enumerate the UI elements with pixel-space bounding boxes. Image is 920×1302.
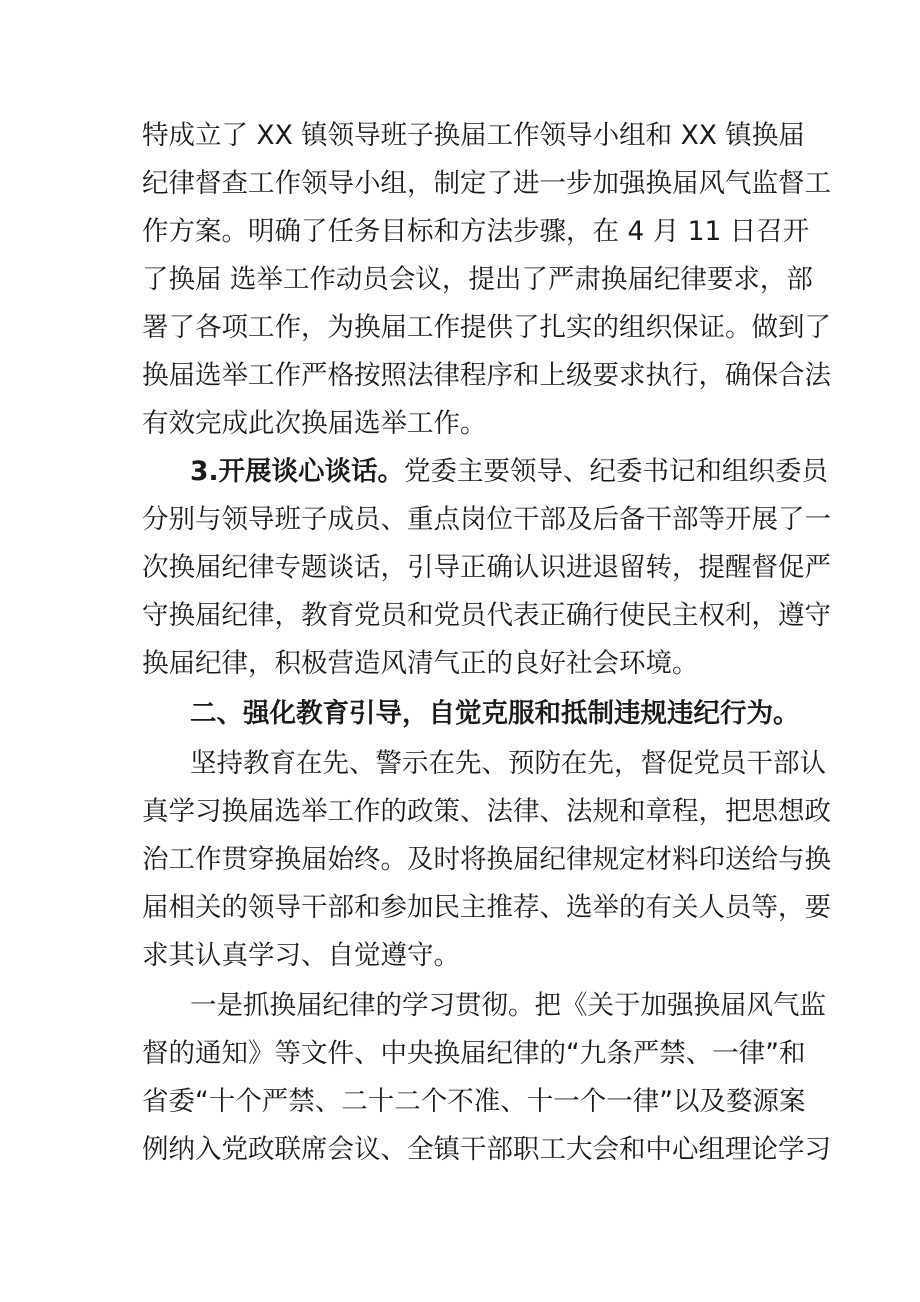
paragraph-first-line [190, 448, 829, 496]
section-heading: 二、强化教育引导，自觉克服和抵制违规违纪行为。 [190, 698, 800, 729]
text-line: 换届纪律，积极营造风清气正的良好社会环境。 [142, 648, 699, 679]
text-line: 特成立了 XX 镇领导班子换届工作领导小组和 XX 镇换届 [142, 120, 805, 151]
text-line: 换届选举工作严格按照法律程序和上级要求执行，确保合法 [142, 360, 831, 391]
text-line: 省委“十个严禁、二十二个不准、十一个一律”以及婺源案 [142, 1086, 806, 1117]
text-line: 真学习换届选举工作的政策、法律、法规和章程，把思想政 [142, 796, 831, 827]
text-line: 作方案。明确了任务目标和方法步骤，在 4 月 11 日召开 [142, 216, 810, 247]
text-line: 次换届纪律专题谈话，引导正确认识进退留转，提醒督促严 [142, 552, 831, 583]
text-line: 署了各项工作，为换届工作提供了扎实的组织保证。做到了 [142, 312, 831, 343]
text-line: 督的通知》等文件、中央换届纪律的“九条严禁、一律”和 [142, 1038, 806, 1069]
text-line: 坚持教育在先、警示在先、预防在先，督促党员干部认 [190, 748, 826, 779]
text-line: 了换届 选举工作动员会议，提出了严肃换届纪律要求，部 [142, 264, 813, 295]
text-run: 党委主要领导、纪委书记和组织委员 [404, 456, 829, 487]
inline-heading: 3.开展谈心谈话。 [190, 456, 405, 487]
text-line: 求其认真学习、自觉遵守。 [142, 940, 460, 971]
text-line: 例纳入党政联席会议、全镇干部职工大会和中心组理论学习 [142, 1134, 831, 1165]
text-line: 纪律督查工作领导小组，制定了进一步加强换届风气监督工 [142, 168, 831, 199]
text-line: 守换届纪律，教育党员和党员代表正确行使民主权利，遵守 [142, 600, 831, 631]
text-line: 治工作贯穿换届始终。及时将换届纪律规定材料印送给与换 [142, 844, 831, 875]
text-line: 一是抓换届纪律的学习贯彻。把《关于加强换届风气监 [190, 990, 826, 1021]
text-line: 有效完成此次换届选举工作。 [142, 408, 487, 439]
text-line: 分别与领导班子成员、重点岗位干部及后备干部等开展了一 [142, 504, 831, 535]
text-line: 届相关的领导干部和参加民主推荐、选举的有关人员等，要 [142, 892, 831, 923]
